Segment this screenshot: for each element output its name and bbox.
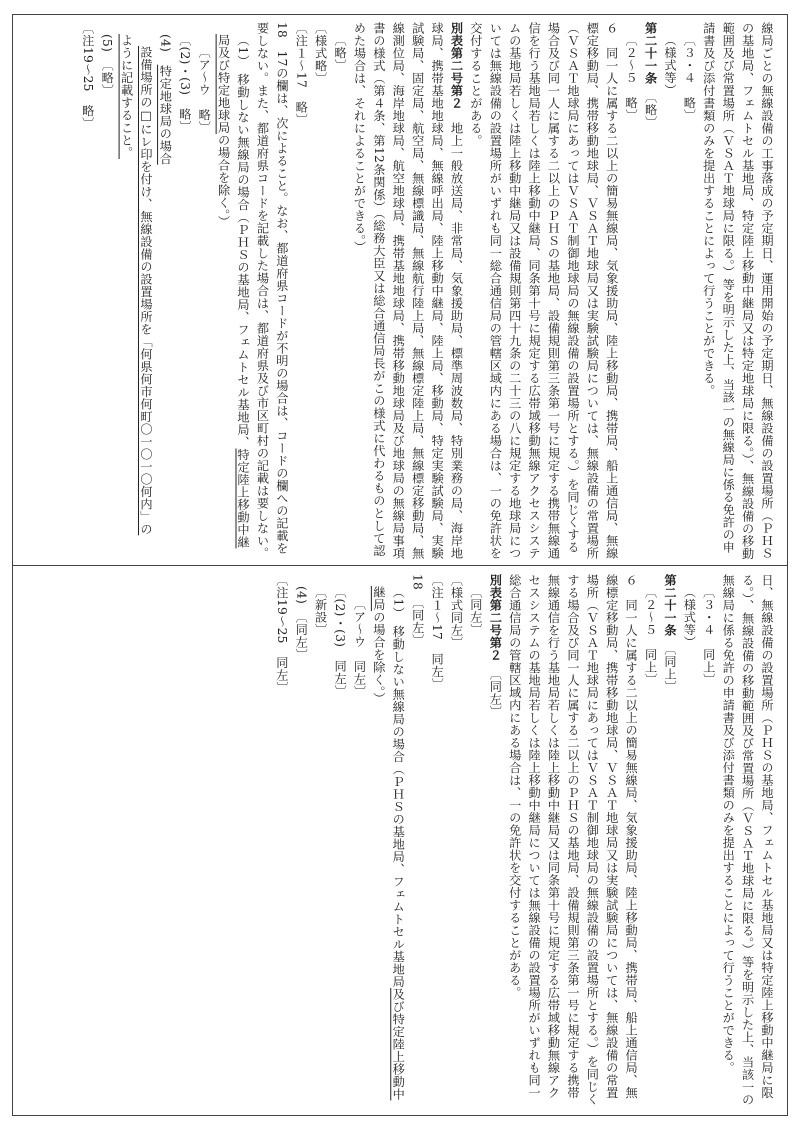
paragraph: 〔(2)・(3) 略〕: [177, 34, 192, 134]
article-number: 第二十一条: [643, 22, 658, 85]
table-heading: [485, 574, 504, 1110]
table-description: 地上一般放送局、非常局、気象援助局、標準周波数局、特別業務の局、海岸地球局、携帯基地地球局、無線呼出局、陸上移動中継局、陸上局、移動局、特定実験試験局、実験試験局、固定局、航空局、無線標識局、無線航行陸上局、無線標定陸上局、無線標定移動局、無線測位局、海岸地球局、航空地球局、携帯基地地球局、携帯移動地球局及び地球局の無線局事項書の様式（第４条、第12条関係）（総務大臣又は総合通信局長がこの様式に代わるものとして認めた場合は、それによることができる。）: [352, 22, 464, 560]
article-body: 〔同上〕: [662, 649, 677, 693]
paragraph: [213, 22, 252, 560]
paragraph: 18 〔同左〕: [410, 574, 425, 647]
table-label: 別表第二号第２: [449, 22, 464, 110]
item-text: の場合を除く。）: [371, 611, 386, 706]
article-heading: [660, 574, 679, 1110]
paragraph: 〔新設〕: [313, 586, 328, 637]
paragraph: 〔同左〕: [468, 586, 483, 637]
paragraph: [155, 22, 174, 560]
paragraph: 〔様式同左〕: [449, 574, 464, 649]
paragraph: 〔様式略〕: [313, 22, 328, 85]
item-text: (4): [158, 34, 173, 65]
paragraph: 線局ごとの無線設備の工事落成の予定期日、運用開始の予定期日、無線設備の設置場所（ＰＨＳの基地局、フェムトセル基地局、特定陸上移動中継局又は特定地球局に限る。）、無線設備の移動範囲及び常置場所（ＶＳＡＴ地球局に限る。）等を明示した上、当該一の無線局に係る免許の申請書及び添付書類のみを提出することによって行うことができる。: [701, 22, 774, 560]
article-number: 第二十一条: [662, 574, 677, 637]
paragraph: 〔２〜５ 略〕: [624, 34, 639, 122]
paragraph: 〔(2)・(3) 同左〕: [333, 586, 348, 698]
article-heading: [640, 22, 659, 560]
table-label: 別表第二号第２: [488, 574, 503, 662]
table-heading: [349, 22, 465, 560]
section-divider: [12, 565, 788, 566]
article-body: 〔略〕: [643, 97, 658, 129]
paragraph: 〔３・４ 同上〕: [701, 586, 716, 687]
current-text-column: [24, 574, 776, 1110]
paragraph: 日、無線設備の設置場所（ＰＨＳの基地局、フェムトセル基地局又は特定陸上移動中継局に限る。）、無線設備の移動範囲及び常置場所（ＶＳＡＴ地球局に限る。）等を明示した上、当該一の無線局に係る免許の申請書及び添付書類のみを提出することによって行うことができる。: [721, 574, 774, 1106]
paragraph: 〔注19〜25 同左〕: [274, 574, 289, 694]
paragraph: [136, 22, 155, 560]
item-text: の場合を除く。）: [216, 134, 231, 229]
paragraph: 〔注19〜25 略〕: [80, 22, 95, 130]
paragraph: 18 17の欄は、次によること。なお、都道府県コードが不明の場合は、コードの欄への記載を要しない。また、都道府県コードを記載した場合は、都道府県及び市区町村の記載は要しない。: [255, 22, 289, 560]
paragraph: 〔注１〜17 同左〕: [430, 574, 445, 691]
underlined-text: ように記載すること。: [119, 34, 134, 160]
item-text: （1） 移動しない無線局の場合（ＰＨＳの基地局、フェムトセル基地局、: [236, 34, 251, 449]
paragraph: （様式等）: [682, 586, 697, 649]
paragraph: 〔３・４ 略〕: [682, 34, 697, 122]
underlined-text: 設備場所の□にレ印を付け、無線設備の設置場所を「何県何市何町〇一〇一〇何内」の: [139, 46, 153, 536]
paragraph: ６ 同一人に属する二以上の簡易無線局、気象援助局、陸上移動局、携帯局、船上通信局、無線標定移動局、携帯移動地球局、ＶＳＡＴ地球局又は実験試験局については、無線設備の常置場所（ＶＳＡＴ地球局にあってはＶＳＡＴ制御地球局の無線設備の設置場所とする。）を同じくする場合及び同一人に属する二以上のＰＨＳの基地局、設備規則第三条第一号に規定する携帯無線通信を行う基地局若しくは陸上移動中継局又は同条第十号に規定する広帯域移動無線アクセスシステムの基地局若しくは陸上移動中継局については無線設備の設置場所がいずれも同一総合通信局の管轄区域内にある場合は、一の免許状を交付することがある。: [507, 574, 639, 1106]
item-text: （1） 移動しない無線局の場合（ＰＨＳの基地局、フェムトセル基地局: [391, 586, 406, 989]
paragraph: (5) 〔略〕: [100, 34, 115, 97]
table-description: 〔同左〕: [488, 674, 503, 718]
paragraph: 〔ア〜ウ 同左〕: [352, 598, 367, 699]
underlined-text: 特定陸上移動中継局及び特定地球局: [216, 34, 251, 549]
paragraph: （様式等）: [662, 34, 677, 97]
underlined-text: 及び特定陸上移動中継局: [371, 586, 406, 1101]
paragraph: ６ 同一人に属する二以上の簡易無線局、気象援助局、陸上移動局、携帯局、船上通信局、無線標定移動局、携帯移動地球局、ＶＳＡＴ地球局又は実験試験局については、無線設備の常置場所（ＶＳＡＴ地球局にあってはＶＳＡＴ制御地球局の無線設備の設置場所とする。）を同じくする場合及び同一人に属する二以上のＰＨＳの基地局、設備規則第三条第一号に規定する携帯無線通信を行う基地局若しくは陸上移動中継局、同条第十号に規定する広帯域移動無線アクセスシステムの基地局若しくは陸上移動中継局又は設備規則第四十九条の二十三の八に規定する地球局については無線設備の設置場所がいずれも同一総合通信局の管轄区域内にある場合は、一の免許状を交付することがある。: [468, 22, 619, 560]
paragraph: 〔注１〜17 略〕: [294, 22, 309, 126]
paragraph: 〔２〜５ 同上〕: [643, 586, 658, 687]
paragraph: [368, 574, 407, 1110]
underlined-text: 特定地球局の場合: [158, 64, 173, 165]
paragraph: [116, 22, 135, 560]
paragraph: 〔ア〜ウ 略〕: [197, 46, 212, 134]
amended-text-column: [24, 22, 776, 560]
paragraph: 〔略〕: [333, 34, 348, 72]
paragraph: (4) 〔同左〕: [294, 586, 309, 661]
